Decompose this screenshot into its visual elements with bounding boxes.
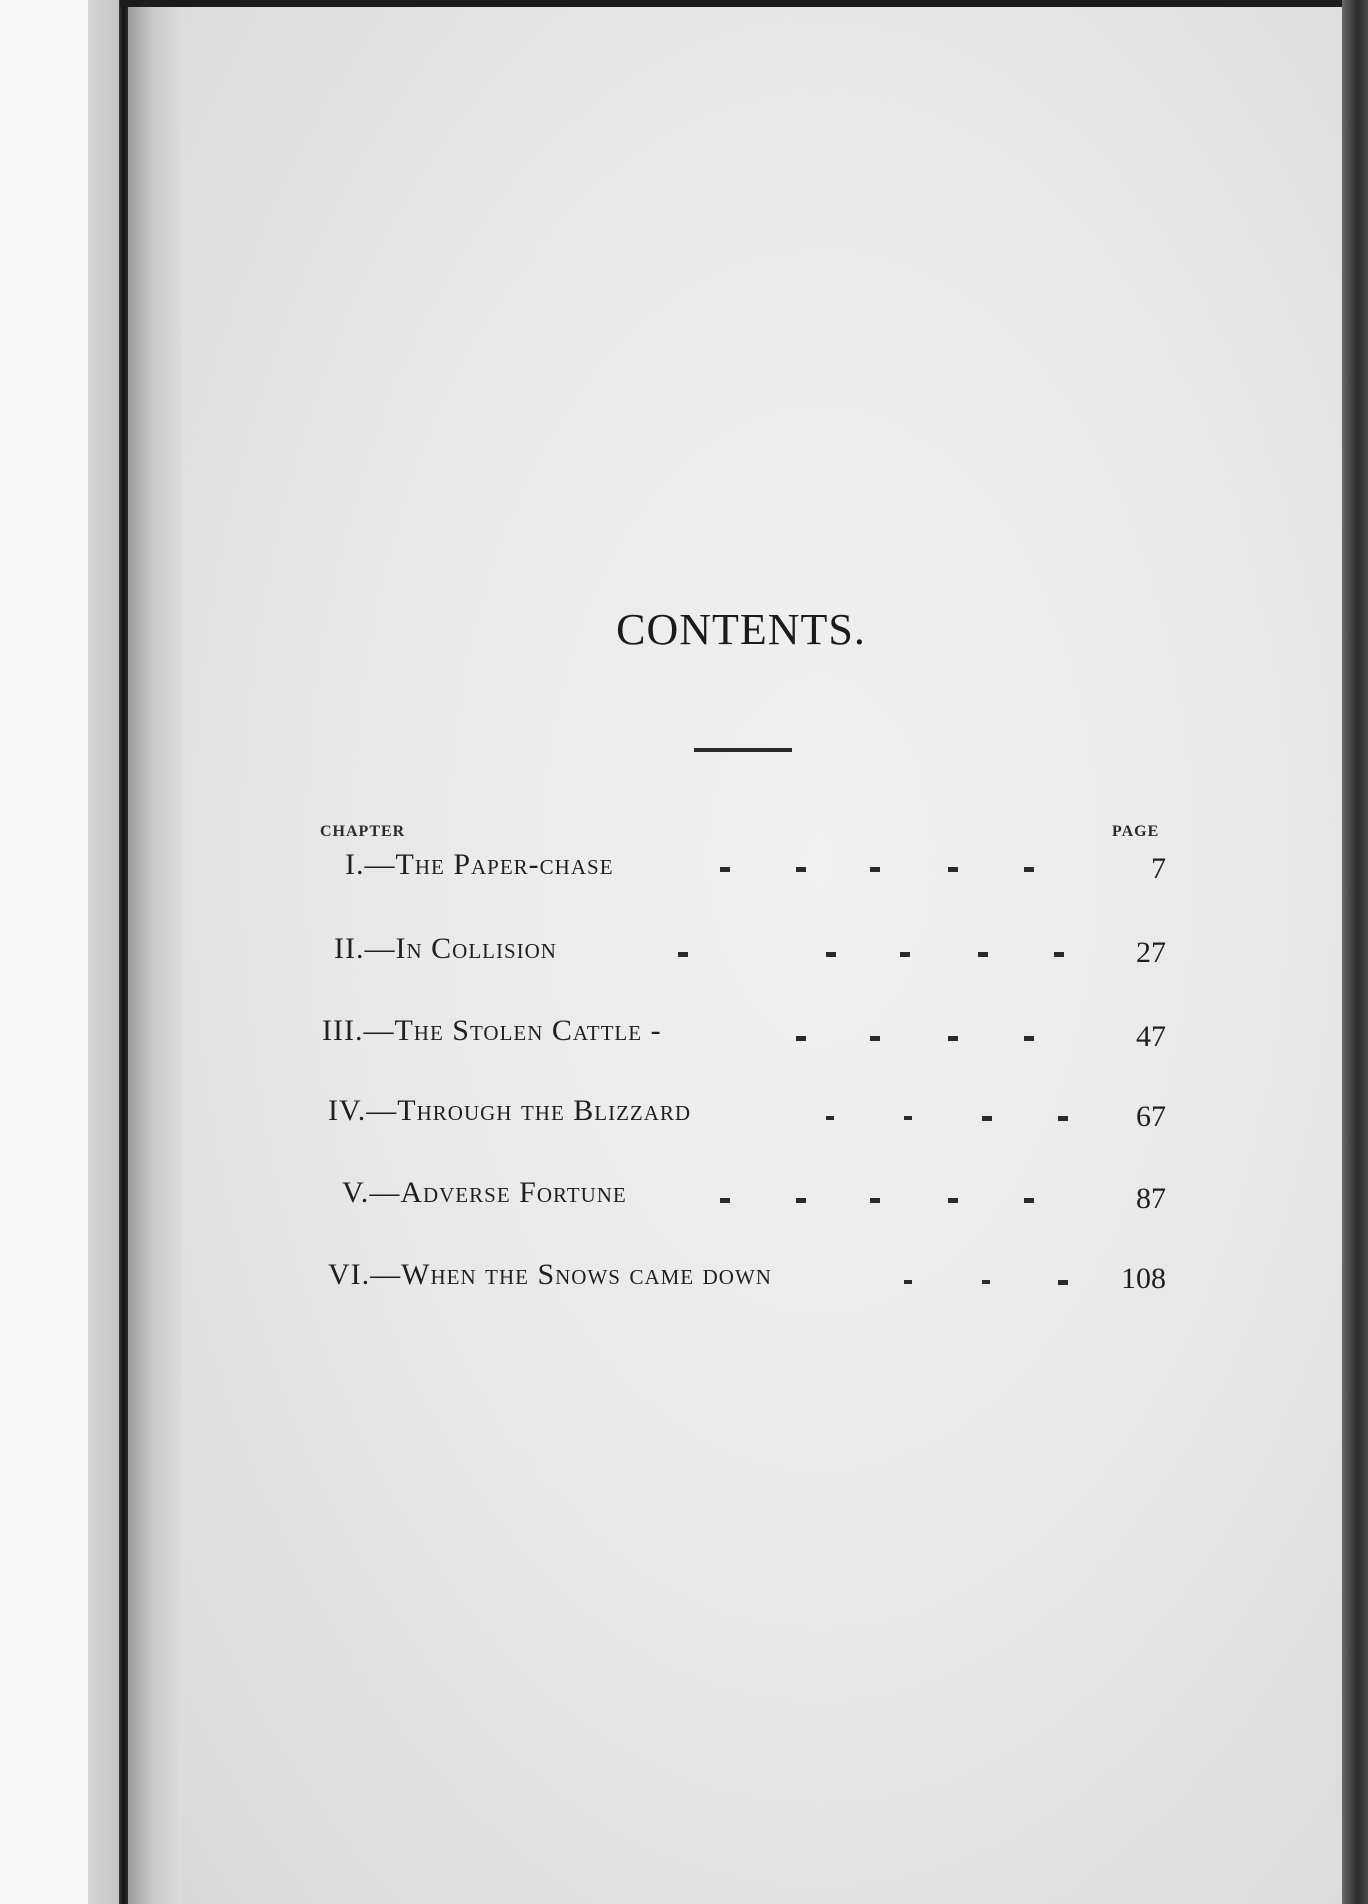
chapter-title: —Adverse Fortune xyxy=(369,1176,627,1209)
leader-dot xyxy=(796,867,806,872)
toc-page-number: 67 xyxy=(1136,1100,1166,1133)
chapter-title: —When the Snows came down xyxy=(370,1258,772,1291)
toc-entry-title xyxy=(342,1176,627,1210)
leader-dot xyxy=(826,1116,834,1120)
toc-entry-3 xyxy=(0,1014,1368,1064)
toc-entry-title xyxy=(334,932,557,966)
leader-dot xyxy=(948,1036,958,1041)
leader-dot xyxy=(1054,952,1064,957)
toc-entry-1 xyxy=(0,848,1368,898)
toc-entry-5 xyxy=(0,1176,1368,1226)
chapter-title: —The Stolen Cattle - xyxy=(363,1014,662,1047)
leader-dot xyxy=(720,1198,730,1203)
chapter-numeral: V. xyxy=(342,1176,370,1209)
leader-dot xyxy=(1024,1036,1034,1041)
leader-dot xyxy=(1058,1280,1068,1285)
leader-dot xyxy=(1024,1198,1034,1203)
chapter-title: —Through the Blizzard xyxy=(366,1094,692,1127)
toc-page-number: 87 xyxy=(1136,1182,1166,1215)
toc-entry-title xyxy=(345,848,614,882)
toc-page-number: 108 xyxy=(1121,1262,1166,1295)
toc-page-number: 7 xyxy=(1151,852,1166,885)
leader-dot xyxy=(826,952,836,957)
leader-dot xyxy=(796,1198,806,1203)
leader-dot xyxy=(982,1280,990,1284)
leader-dot xyxy=(978,952,988,957)
chapter-numeral: IV. xyxy=(328,1094,367,1127)
leader-dot xyxy=(720,867,730,872)
leader-dot xyxy=(1058,1116,1068,1121)
toc-entry-title xyxy=(328,1094,691,1128)
chapter-numeral: I. xyxy=(345,848,365,881)
chapter-title: —In Collision xyxy=(364,932,557,965)
toc-entry-title xyxy=(328,1258,772,1292)
chapter-column-header: CHAPTER xyxy=(320,823,406,840)
toc-entry-2 xyxy=(0,932,1368,982)
leader-dot xyxy=(870,1036,880,1041)
toc-entry-4 xyxy=(0,1094,1368,1144)
leader-dot xyxy=(948,1198,958,1203)
chapter-numeral: II. xyxy=(334,932,365,965)
leader-dot xyxy=(900,952,910,957)
leader-dot xyxy=(796,1036,806,1041)
toc-page-number: 47 xyxy=(1136,1020,1166,1053)
toc-entry-6 xyxy=(0,1258,1368,1308)
leader-dot xyxy=(678,952,688,957)
leader-dot xyxy=(870,867,880,872)
leader-dot xyxy=(870,1198,880,1203)
leader-dot xyxy=(982,1116,992,1121)
leader-dot xyxy=(904,1280,912,1284)
leader-dot xyxy=(904,1116,912,1120)
page-top-edge xyxy=(120,0,1368,7)
chapter-numeral: VI. xyxy=(328,1258,371,1291)
page-column-header: PAGE xyxy=(1112,823,1160,840)
toc-page-number: 27 xyxy=(1136,936,1166,969)
leader-dot xyxy=(948,867,958,872)
title-rule xyxy=(694,748,792,752)
leader-dot xyxy=(1024,867,1034,872)
toc-entry-title xyxy=(322,1014,662,1048)
chapter-title: —The Paper-chase xyxy=(364,848,614,881)
chapter-numeral: III. xyxy=(322,1014,364,1047)
page-title: CONTENTS. xyxy=(616,605,866,654)
